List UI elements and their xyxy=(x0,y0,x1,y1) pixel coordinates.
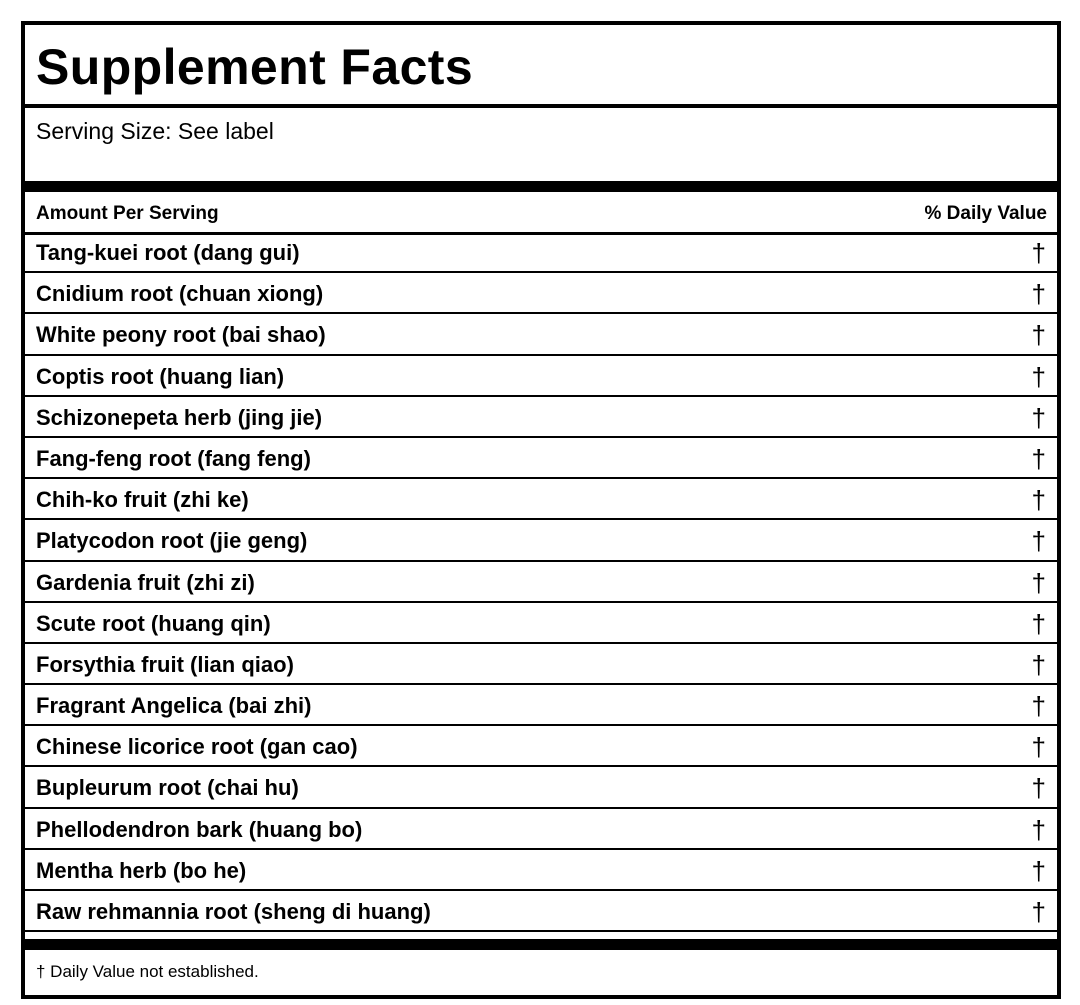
ingredient-name: White peony root (bai shao) xyxy=(36,322,326,348)
ingredient-name: Cnidium root (chuan xiong) xyxy=(36,281,324,307)
ingredient-name: Fragrant Angelica (bai zhi) xyxy=(36,693,312,719)
thick-divider-bottom xyxy=(25,939,1057,950)
dagger-daily-value: † xyxy=(1031,361,1046,392)
dagger-daily-value: † xyxy=(1031,773,1046,804)
ingredient-name: Phellodendron bark (huang bo) xyxy=(36,816,363,842)
ingredient-name: Coptis root (huang lian) xyxy=(36,363,285,389)
table-row xyxy=(25,520,1057,561)
ingredient-name: Fang-feng root (fang feng) xyxy=(36,445,311,471)
dagger-daily-value: † xyxy=(1031,649,1046,680)
dagger-daily-value: † xyxy=(1031,238,1046,268)
table-row xyxy=(25,685,1057,726)
table-row xyxy=(25,850,1057,891)
table-row xyxy=(25,809,1057,850)
table-row xyxy=(25,603,1057,644)
ingredient-name: Gardenia fruit (zhi zi) xyxy=(36,569,255,595)
ingredient-name: Chinese licorice root (gan cao) xyxy=(36,734,358,760)
dagger-daily-value: † xyxy=(1031,485,1046,516)
ingredient-name: Scute root (huang qin) xyxy=(36,610,271,636)
ingredient-list xyxy=(25,232,1057,932)
footnote: † Daily Value not established. xyxy=(36,962,259,981)
ingredient-name: Mentha herb (bo he) xyxy=(36,857,247,883)
dagger-daily-value: † xyxy=(1031,567,1046,598)
dagger-daily-value: † xyxy=(1031,897,1046,927)
table-row xyxy=(25,356,1057,397)
table-row xyxy=(25,562,1057,603)
ingredient-name: Platycodon root (jie geng) xyxy=(36,528,308,554)
dagger-daily-value: † xyxy=(1031,732,1046,763)
dagger-daily-value: † xyxy=(1031,691,1046,722)
serving-size: Serving Size: See label xyxy=(36,118,274,144)
dagger-daily-value: † xyxy=(1031,526,1046,557)
table-row xyxy=(25,397,1057,438)
dagger-daily-value: † xyxy=(1031,279,1046,310)
ingredient-name: Forsythia fruit (lian qiao) xyxy=(36,651,294,677)
dagger-daily-value: † xyxy=(1031,443,1046,474)
table-row xyxy=(25,232,1057,273)
dagger-daily-value: † xyxy=(1031,814,1046,845)
dagger-daily-value: † xyxy=(1031,608,1046,639)
ingredient-name: Tang-kuei root (dang gui) xyxy=(36,240,300,265)
dagger-daily-value: † xyxy=(1031,855,1046,886)
supplement-facts-panel xyxy=(21,21,1061,999)
table-row xyxy=(25,891,1057,932)
ingredient-name: Raw rehmannia root (sheng di huang) xyxy=(36,899,431,924)
dagger-daily-value: † xyxy=(1031,320,1046,351)
table-row xyxy=(25,314,1057,355)
thick-divider-top xyxy=(25,181,1057,192)
table-row xyxy=(25,726,1057,767)
table-row xyxy=(25,767,1057,808)
ingredient-name: Schizonepeta herb (jing jie) xyxy=(36,404,323,430)
ingredient-name: Bupleurum root (chai hu) xyxy=(36,775,299,801)
column-header-row xyxy=(25,194,1057,235)
page-title: Supplement Facts xyxy=(36,39,474,95)
table-row xyxy=(25,273,1057,314)
dagger-daily-value: † xyxy=(1031,402,1046,433)
ingredient-name: Chih-ko fruit (zhi ke) xyxy=(36,487,249,513)
daily-value-header: % Daily Value xyxy=(924,203,1047,224)
title-box xyxy=(25,25,1057,108)
table-row xyxy=(25,438,1057,479)
table-row xyxy=(25,479,1057,520)
amount-per-serving-header: Amount Per Serving xyxy=(36,203,219,224)
table-row xyxy=(25,644,1057,685)
